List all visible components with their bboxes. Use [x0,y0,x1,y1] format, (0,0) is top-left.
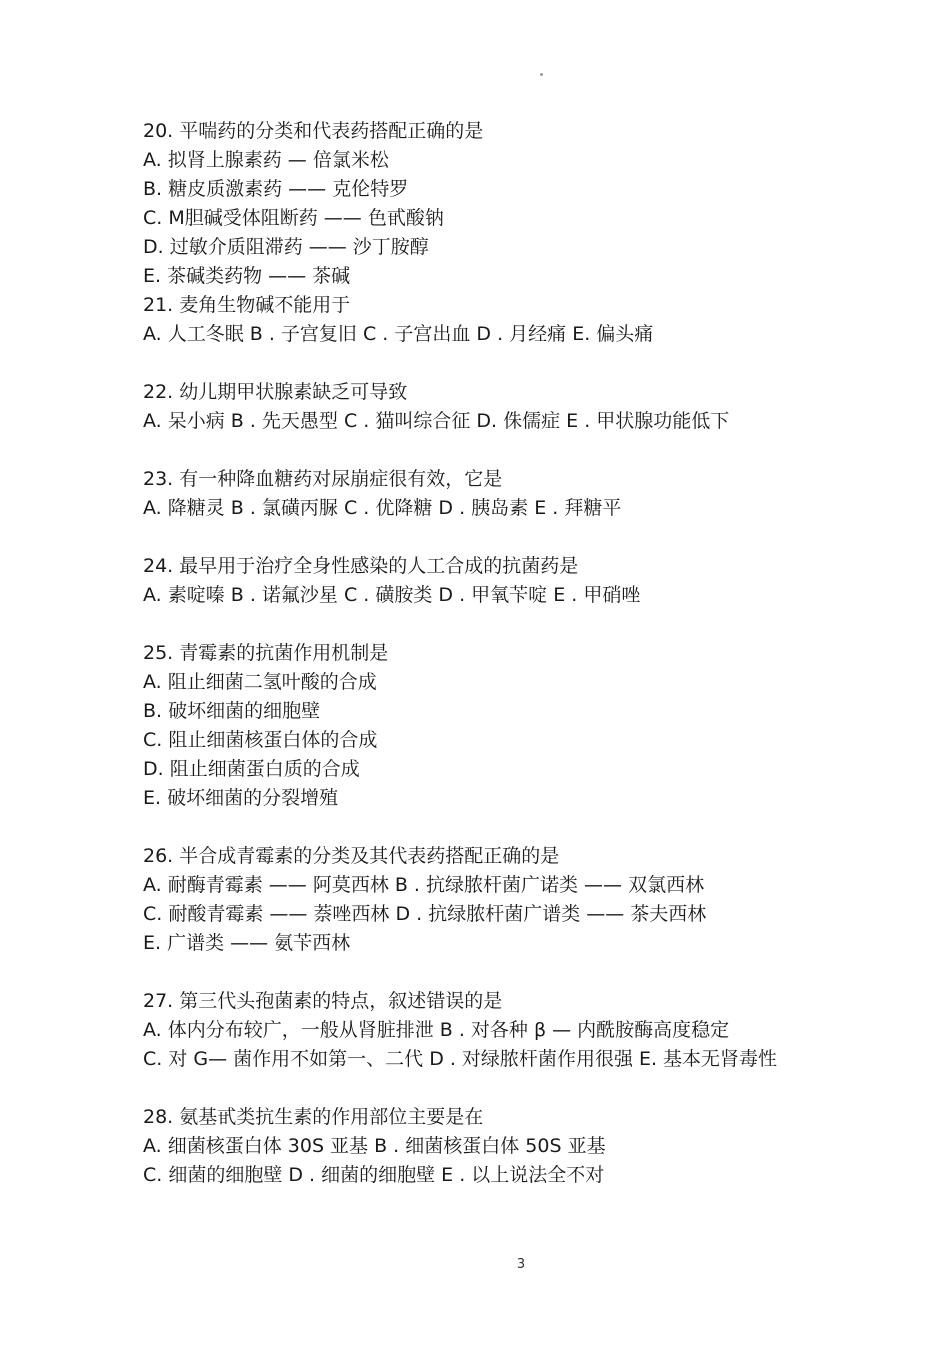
question-stem: 24. 最早用于治疗全身性感染的人工合成的抗菌药是 [143,555,579,577]
header-dot [540,73,543,76]
question-stem: 22. 幼儿期甲状腺素缺乏可导致 [143,381,408,403]
option-line: C. 耐酸青霉素 —— 萘唑西林 D . 抗绿脓杆菌广谱类 —— 茶夫西林 [143,903,707,925]
question-stem: 26. 半合成青霉素的分类及其代表药搭配正确的是 [143,845,560,867]
question-stem: 28. 氨基甙类抗生素的作用部位主要是在 [143,1106,484,1128]
option-line: D. 阻止细菌蛋白质的合成 [143,758,360,780]
question-stem: 25. 青霉素的抗菌作用机制是 [143,642,389,664]
question-block-20 [143,117,943,291]
option-line: A. 耐酶青霉素 —— 阿莫西林 B . 抗绿脓杆菌广诺类 —— 双氯西林 [143,874,705,896]
spacer [143,610,943,639]
question-block-23 [143,465,943,523]
option-line: C. M胆碱受体阻断药 —— 色甙酸钠 [143,207,444,229]
question-block-22 [143,378,943,436]
spacer [143,349,943,378]
question-block-21 [143,291,943,349]
question-block-24 [143,552,943,610]
option-line: A. 人工冬眠 B . 子宫复旧 C . 子宫出血 D . 月经痛 E. 偏头痛 [143,323,654,345]
question-block-26 [143,842,943,958]
option-line: E. 广谱类 —— 氨苄西林 [143,932,351,954]
option-line: B. 破坏细菌的细胞壁 [143,700,321,722]
question-stem: 23. 有一种降血糖药对尿崩症很有效，它是 [143,468,503,490]
option-line: A. 阻止细菌二氢叶酸的合成 [143,671,377,693]
question-block-25 [143,639,943,813]
option-line: C. 对 G— 菌作用不如第一、二代 D . 对绿脓杆菌作用很强 E. 基本无肾毒性 [143,1048,778,1070]
spacer [143,523,943,552]
option-line: A. 拟肾上腺素药 — 倍氯米松 [143,149,389,171]
option-line: B. 糖皮质激素药 —— 克伦特罗 [143,178,409,200]
option-line: C. 阻止细菌核蛋白体的合成 [143,729,378,751]
question-block-28 [143,1103,943,1190]
spacer [143,813,943,842]
question-stem: 21. 麦角生物碱不能用于 [143,294,351,316]
option-line: A. 呆小病 B . 先天愚型 C . 猫叫综合征 D. 侏儒症 E . 甲状腺功能低下 [143,410,730,432]
spacer [143,958,943,987]
option-line: D. 过敏介质阻滞药 —— 沙丁胺醇 [143,236,429,258]
option-line: C. 细菌的细胞壁 D . 细菌的细胞壁 E . 以上说法全不对 [143,1164,605,1186]
spacer [143,436,943,465]
question-stem: 20. 平喘药的分类和代表药搭配正确的是 [143,120,484,142]
option-line: A. 体内分布较广，一般从肾脏排泄 B . 对各种 β — 内酰胺酶高度稳定 [143,1019,730,1041]
option-line: E. 破坏细菌的分裂增殖 [143,787,339,809]
spacer [143,1074,943,1103]
option-line: A. 细菌核蛋白体 30S 亚基 B . 细菌核蛋白体 50S 亚基 [143,1135,606,1157]
question-list [143,117,943,1190]
option-line: A. 素啶嗪 B . 诺氟沙星 C . 磺胺类 D . 甲氧苄啶 E . 甲硝唑 [143,584,641,606]
option-line: A. 降糖灵 B . 氯磺丙脲 C . 优降糖 D . 胰岛素 E . 拜糖平 [143,497,622,519]
question-block-27 [143,987,943,1074]
option-line: E. 茶碱类药物 —— 茶碱 [143,265,351,287]
question-stem: 27. 第三代头孢菌素的特点，叙述错误的是 [143,990,503,1012]
page-number: 3 [516,1257,526,1272]
